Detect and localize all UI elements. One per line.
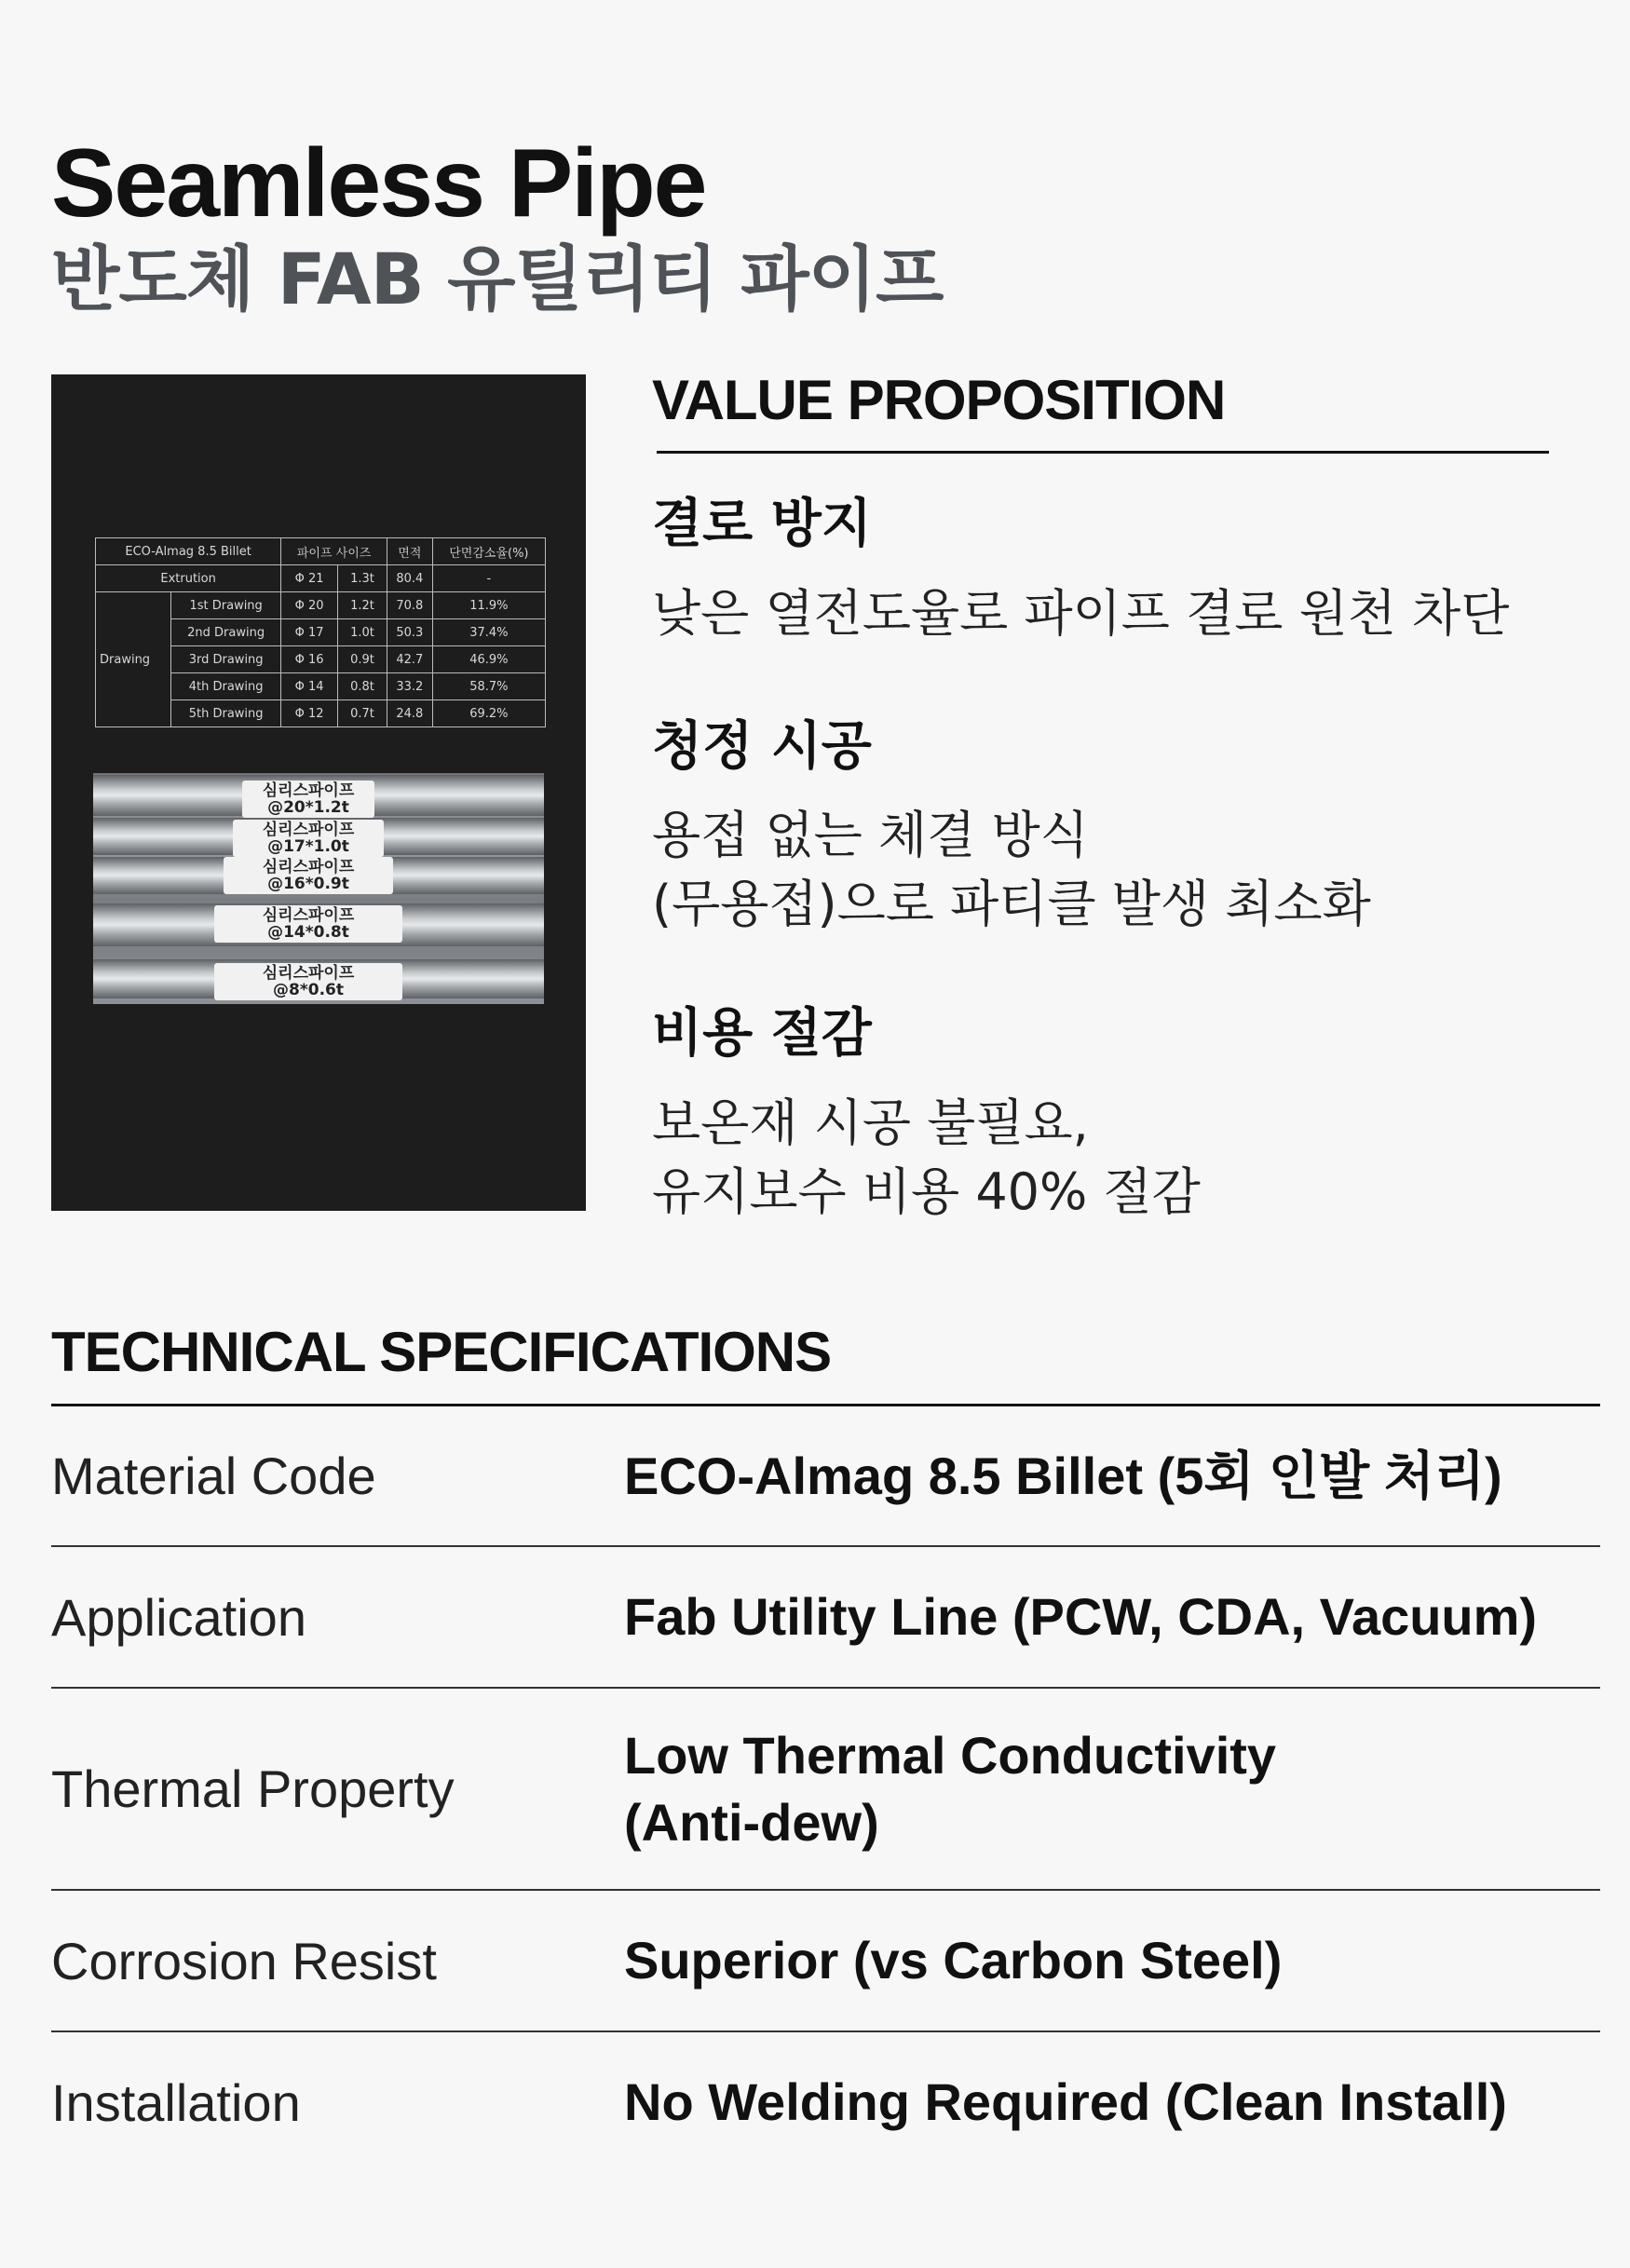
vp-item-text: 낮은 열전도율로 파이프 결로 원천 차단 xyxy=(652,584,1510,643)
table-cell: 58.7% xyxy=(432,673,545,700)
table-cell: Extrution xyxy=(96,565,281,592)
spec-label: Corrosion Resist xyxy=(51,1931,437,1990)
table-cell: 5th Drawing xyxy=(171,700,281,727)
table-cell: Drawing xyxy=(96,592,171,727)
table-row xyxy=(51,1406,1600,1547)
vp-item-text: 보온재 시공 불필요, 유지보수 비용 40% 절감 xyxy=(652,1093,1201,1221)
spec-value: ECO-Almag 8.5 Billet (5회 인발 처리) xyxy=(624,1446,1502,1505)
spec-label: Thermal Property xyxy=(51,1759,455,1818)
table-cell: 1.2t xyxy=(338,592,387,619)
table-cell: 0.9t xyxy=(338,646,387,673)
page-subtitle: 반도체 FAB 유틸리티 파이프 xyxy=(51,238,944,320)
table-row xyxy=(51,1891,1600,2032)
pipe-samples-photo xyxy=(93,773,544,1004)
page-title: Seamless Pipe xyxy=(51,129,706,238)
table-cell: 0.7t xyxy=(338,700,387,727)
spec-value: Fab Utility Line (PCW, CDA, Vacuum) xyxy=(624,1587,1538,1646)
pipe-label: 심리스파이프 @17*1.0t xyxy=(233,820,384,857)
table-cell: 4th Drawing xyxy=(171,673,281,700)
table-cell: 80.4 xyxy=(387,565,432,592)
table-cell: 1.3t xyxy=(338,565,387,592)
pipe-label: 심리스파이프 @20*1.2t xyxy=(242,781,374,818)
table-cell: - xyxy=(432,565,545,592)
table-header: 파이프 사이즈 xyxy=(281,538,387,565)
table-cell: Φ 16 xyxy=(281,646,338,673)
table-cell: 33.2 xyxy=(387,673,432,700)
table-cell: 0.8t xyxy=(338,673,387,700)
table-cell: 24.8 xyxy=(387,700,432,727)
technical-specifications-heading: TECHNICAL SPECIFICATIONS xyxy=(51,1321,832,1383)
table-cell: 42.7 xyxy=(387,646,432,673)
table-header: ECO-Almag 8.5 Billet xyxy=(96,538,281,565)
value-proposition-divider xyxy=(657,451,1549,454)
spec-value: No Welding Required (Clean Install) xyxy=(624,2072,1507,2131)
table-cell: 1.0t xyxy=(338,619,387,646)
table-cell: Φ 12 xyxy=(281,700,338,727)
spec-value: Superior (vs Carbon Steel) xyxy=(624,1931,1283,1990)
table-row xyxy=(96,592,546,619)
pipe-label: 심리스파이프 @14*0.8t xyxy=(214,905,402,943)
table-cell: 2nd Drawing xyxy=(171,619,281,646)
table-cell: 37.4% xyxy=(432,619,545,646)
table-cell: 11.9% xyxy=(432,592,545,619)
table-row xyxy=(51,1689,1600,1891)
spec-label: Application xyxy=(51,1587,306,1647)
table-row xyxy=(96,565,546,592)
spec-value: Low Thermal Conductivity (Anti-dew) xyxy=(624,1725,1277,1852)
table-cell: 46.9% xyxy=(432,646,545,673)
table-cell: Φ 21 xyxy=(281,565,338,592)
table-cell: 1st Drawing xyxy=(171,592,281,619)
table-cell: 69.2% xyxy=(432,700,545,727)
product-photo xyxy=(51,374,586,1211)
table-cell: Φ 14 xyxy=(281,673,338,700)
table-row xyxy=(51,1547,1600,1689)
pipe-label: 심리스파이프 @8*0.6t xyxy=(214,963,402,1000)
value-proposition-heading: VALUE PROPOSITION xyxy=(652,369,1226,431)
technical-specifications-table xyxy=(51,1404,1600,2172)
table-cell: 70.8 xyxy=(387,592,432,619)
table-header: 면적 xyxy=(387,538,432,565)
pipe-label: 심리스파이프 @16*0.9t xyxy=(224,857,393,894)
table-cell: Φ 17 xyxy=(281,619,338,646)
table-header: 단면감소율(%) xyxy=(432,538,545,565)
vp-item-title: 청정 시공 xyxy=(652,716,872,777)
vp-item-title: 결로 방지 xyxy=(652,494,872,554)
table-row xyxy=(51,2032,1600,2172)
table-cell: Φ 20 xyxy=(281,592,338,619)
spec-label: Installation xyxy=(51,2072,301,2132)
spec-label: Material Code xyxy=(51,1446,376,1505)
vp-item-text: 용접 없는 체결 방식 (무용접)으로 파티클 발생 최소화 xyxy=(652,806,1371,933)
table-cell: 50.3 xyxy=(387,619,432,646)
table-cell: 3rd Drawing xyxy=(171,646,281,673)
vp-item-title: 비용 절감 xyxy=(652,1003,872,1064)
drawing-spec-table xyxy=(95,537,546,727)
